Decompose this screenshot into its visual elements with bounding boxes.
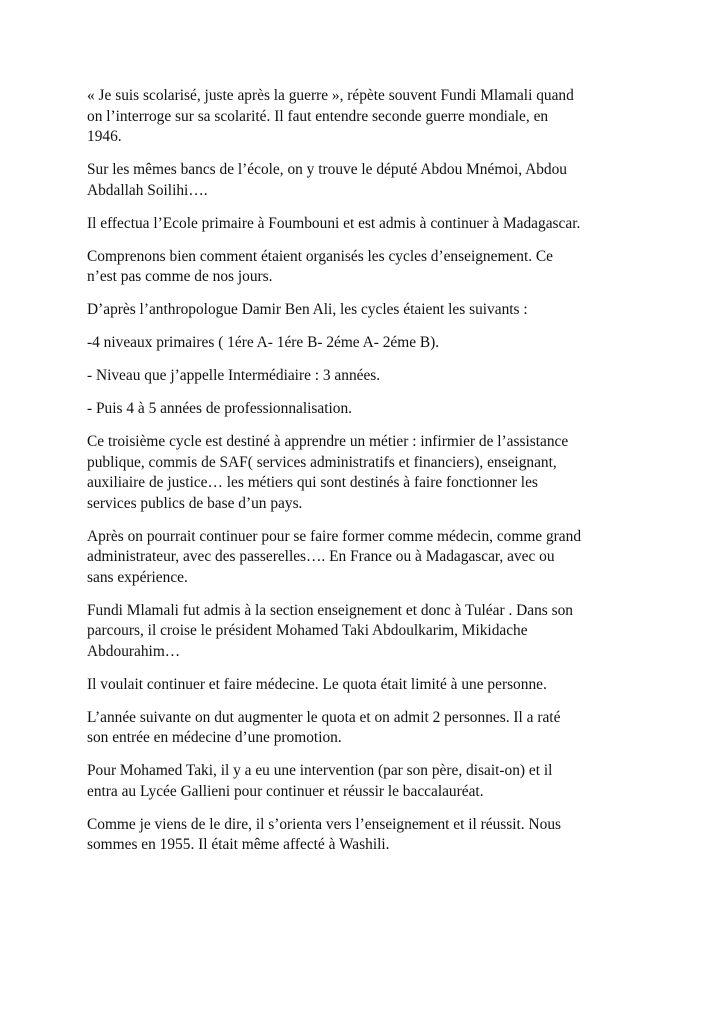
paragraph-tulear-section: Fundi Mlamali fut admis à la section enseignement et donc à Tuléar . Dans son parcours, il croise le président Mohamed Taki Abdoulkarim, Mikidache Abdourahim… [87, 601, 573, 660]
paragraph-professional-years: - Puis 4 à 5 années de professionnalisation. [87, 400, 353, 417]
paragraph-primary-levels: -4 niveaux primaires ( 1ére A- 1ére B- 2éme A- 2éme B). [87, 334, 440, 351]
paragraph-teaching-career: Comme je viens de le dire, il s’orienta vers l’enseignement et il réussit. Nous sommes en 1955. Il était même affecté à Washili. [87, 815, 561, 853]
paragraph-following-year: L’année suivante on dut augmenter le quota et on admit 2 personnes. Il a raté son entrée en médecine d’une promotion. [87, 708, 561, 746]
paragraph-mohamed-taki: Pour Mohamed Taki, il y a eu une intervention (par son père, disait-on) et il entra au Lycée Gallieni pour continuer et réussir le baccalauréat. [87, 762, 553, 800]
paragraph-further-training: Après on pourrait continuer pour se faire former comme médecin, comme grand administrateur, avec des passerelles…. En France ou à Madagascar, avec ou sans expérience. [87, 527, 582, 586]
paragraph-cycles-intro: Comprenons bien comment étaient organisés les cycles d’enseignement. Ce n’est pas comme de nos jours. [87, 247, 554, 285]
paragraph-classmates: Sur les mêmes bancs de l’école, on y trouve le député Abdou Mnémoi, Abdou Abdallah Soilihi…. [87, 161, 568, 199]
paragraph-school-after-war: « Je suis scolarisé, juste après la guerre », répète souvent Fundi Mlamali quand on l’interroge sur sa scolarité. Il faut entendre seconde guerre mondiale, en 1946. [87, 87, 574, 145]
paragraph-medicine-quota: Il voulait continuer et faire médecine. Le quota était limité à une personne. [87, 675, 547, 693]
paragraph-primary-school: Il effectua l’Ecole primaire à Foumbouni et est admis à continuer à Madagascar. [87, 214, 581, 232]
document-page [87, 86, 647, 868]
paragraph-third-cycle: Ce troisième cycle est destiné à apprendre un métier : infirmier de l’assistance publique, commis de SAF( services administratifs et financiers), enseignant, auxiliaire de justice… les métiers qui sont destinés à faire fonctionner les services publics de base d’un pays. [87, 433, 569, 512]
paragraph-intermediate-level: - Niveau que j’appelle Intermédiaire : 3 années. [87, 367, 381, 384]
paragraph-anthropologist: D’après l’anthropologue Damir Ben Ali, les cycles étaient les suivants : [87, 301, 528, 318]
